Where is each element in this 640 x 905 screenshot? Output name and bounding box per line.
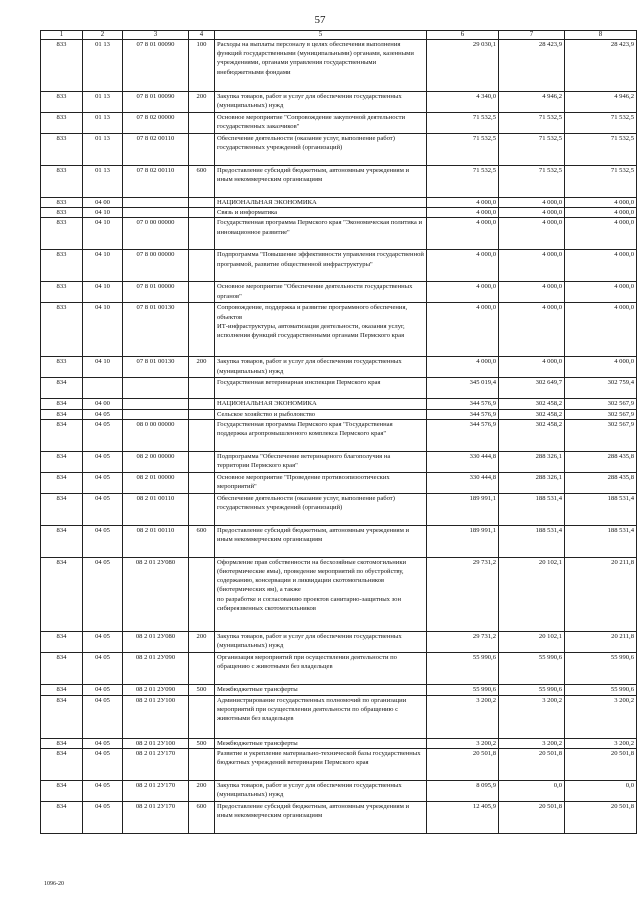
cell-c1: 833 [41, 40, 83, 92]
cell-c1: 834 [41, 802, 83, 834]
cell-v7: 302 458,2 [499, 409, 565, 419]
cell-v8: 20 211,8 [565, 557, 637, 631]
cell-c2: 04 10 [83, 282, 123, 303]
cell-v8: 4 000,0 [565, 218, 637, 250]
cell-c2: 04 05 [83, 525, 123, 557]
item-name-cell: Межбюджетные трансферты [215, 738, 427, 748]
cell-v7: 188 531,4 [499, 493, 565, 525]
cell-c1: 833 [41, 357, 83, 378]
cell-c1: 834 [41, 451, 83, 472]
cell-v6: 344 576,9 [427, 419, 499, 451]
cell-c4: 200 [189, 781, 215, 802]
cell-v6: 189 991,1 [427, 525, 499, 557]
cell-v7: 4 000,0 [499, 357, 565, 378]
cell-v6: 71 532,5 [427, 166, 499, 198]
cell-c1: 833 [41, 92, 83, 113]
cell-c3: 08 2 01 2У080 [123, 631, 189, 652]
cell-c4 [189, 409, 215, 419]
item-name-cell: Государственная ветеринарная инспекция Пермского края [215, 378, 427, 399]
cell-v7: 20 501,8 [499, 749, 565, 781]
header-cell: 2 [83, 31, 123, 40]
cell-c1: 834 [41, 525, 83, 557]
cell-c4 [189, 557, 215, 631]
cell-c2: 04 05 [83, 409, 123, 419]
cell-c1: 833 [41, 218, 83, 250]
cell-v7: 55 990,6 [499, 684, 565, 695]
table-row [41, 198, 637, 208]
cell-c3: 08 2 01 2У100 [123, 695, 189, 738]
header-cell: 4 [189, 31, 215, 40]
item-name-cell: Закупка товаров, работ и услуг для обеспечения государственных (муниципальных) нужд [215, 781, 427, 802]
table-row [41, 92, 637, 113]
cell-c3: 08 2 01 00110 [123, 493, 189, 525]
cell-v7: 4 000,0 [499, 198, 565, 208]
cell-c2: 04 10 [83, 250, 123, 282]
cell-v7: 3 200,2 [499, 695, 565, 738]
cell-v6: 12 405,9 [427, 802, 499, 834]
cell-c4 [189, 250, 215, 282]
cell-v6: 4 000,0 [427, 218, 499, 250]
cell-v8: 302 759,4 [565, 378, 637, 399]
cell-c2: 04 05 [83, 738, 123, 748]
header-cell: 5 [215, 31, 427, 40]
cell-v6: 4 000,0 [427, 282, 499, 303]
cell-v6: 4 340,0 [427, 92, 499, 113]
header-cell: 3 [123, 31, 189, 40]
cell-c3 [123, 198, 189, 208]
item-name-cell: Предоставление субсидий бюджетным, автономным учреждениям и иным некоммерческим организациям [215, 166, 427, 198]
cell-v7: 4 946,2 [499, 92, 565, 113]
cell-c2: 04 05 [83, 781, 123, 802]
table-row [41, 378, 637, 399]
table-row [41, 134, 637, 166]
cell-c3: 07 8 02 00000 [123, 113, 189, 134]
table-row [41, 208, 637, 218]
cell-v8: 71 532,5 [565, 134, 637, 166]
cell-v6: 4 000,0 [427, 357, 499, 378]
cell-c4 [189, 419, 215, 451]
cell-c4: 200 [189, 631, 215, 652]
cell-c3 [123, 409, 189, 419]
item-name-cell: Сельское хозяйство и рыболовство [215, 409, 427, 419]
cell-c3: 07 8 01 00090 [123, 40, 189, 92]
cell-c1: 834 [41, 684, 83, 695]
cell-v8: 4 000,0 [565, 303, 637, 357]
item-name-cell: НАЦИОНАЛЬНАЯ ЭКОНОМИКА [215, 399, 427, 409]
cell-c1: 834 [41, 749, 83, 781]
cell-v7: 4 000,0 [499, 208, 565, 218]
cell-c3: 07 8 02 00110 [123, 166, 189, 198]
cell-v8: 0,0 [565, 781, 637, 802]
cell-v7: 55 990,6 [499, 652, 565, 684]
cell-c4 [189, 695, 215, 738]
cell-v7: 302 649,7 [499, 378, 565, 399]
cell-c3: 08 0 00 00000 [123, 419, 189, 451]
cell-c4 [189, 198, 215, 208]
cell-v6: 4 000,0 [427, 303, 499, 357]
cell-c2: 04 05 [83, 493, 123, 525]
cell-v7: 71 532,5 [499, 113, 565, 134]
cell-v7: 71 532,5 [499, 166, 565, 198]
cell-v8: 302 567,9 [565, 409, 637, 419]
cell-c1: 834 [41, 652, 83, 684]
cell-v8: 302 567,9 [565, 399, 637, 409]
cell-v7: 4 000,0 [499, 218, 565, 250]
cell-v6: 71 532,5 [427, 113, 499, 134]
cell-v6: 3 200,2 [427, 695, 499, 738]
cell-c2: 04 05 [83, 451, 123, 472]
cell-c4: 500 [189, 684, 215, 695]
cell-c3: 07 8 00 00000 [123, 250, 189, 282]
item-name-cell: Подпрограмма "Повышение эффективности управления государственной программой, развитие общественной инфраструктуры" [215, 250, 427, 282]
cell-v7: 28 423,9 [499, 40, 565, 92]
cell-v8: 4 000,0 [565, 198, 637, 208]
table-row [41, 451, 637, 472]
cell-c1: 834 [41, 399, 83, 409]
cell-c2 [83, 378, 123, 399]
cell-v6: 20 501,8 [427, 749, 499, 781]
cell-c3 [123, 378, 189, 399]
cell-c3: 07 8 01 00130 [123, 303, 189, 357]
cell-c3: 07 8 02 00110 [123, 134, 189, 166]
cell-c1: 834 [41, 493, 83, 525]
cell-v7: 20 102,1 [499, 631, 565, 652]
table-row [41, 218, 637, 250]
cell-c2: 04 00 [83, 198, 123, 208]
cell-v7: 20 102,1 [499, 557, 565, 631]
table-row [41, 493, 637, 525]
cell-v6: 344 576,9 [427, 399, 499, 409]
cell-c1: 834 [41, 738, 83, 748]
cell-v8: 4 946,2 [565, 92, 637, 113]
cell-c3: 08 2 01 2У170 [123, 802, 189, 834]
cell-c4 [189, 303, 215, 357]
cell-c2: 04 05 [83, 652, 123, 684]
cell-c3 [123, 208, 189, 218]
table-row [41, 652, 637, 684]
cell-c4 [189, 113, 215, 134]
item-name-cell: Основное мероприятие "Сопровождение закупочной деятельности государственных заказчиков" [215, 113, 427, 134]
cell-c3: 07 8 01 00130 [123, 357, 189, 378]
cell-c1: 834 [41, 557, 83, 631]
cell-v8: 55 990,6 [565, 652, 637, 684]
table-row [41, 695, 637, 738]
cell-c3: 08 2 00 00000 [123, 451, 189, 472]
cell-c2: 04 05 [83, 684, 123, 695]
cell-c1: 834 [41, 781, 83, 802]
cell-v7: 4 000,0 [499, 282, 565, 303]
table-row [41, 303, 637, 357]
cell-c2: 04 05 [83, 802, 123, 834]
cell-c1: 833 [41, 282, 83, 303]
cell-v8: 288 435,8 [565, 451, 637, 472]
cell-v8: 4 000,0 [565, 208, 637, 218]
cell-c1: 834 [41, 695, 83, 738]
cell-v8: 4 000,0 [565, 357, 637, 378]
table-row [41, 357, 637, 378]
cell-c4 [189, 472, 215, 493]
cell-v7: 302 458,2 [499, 419, 565, 451]
cell-c3: 08 2 01 2У080 [123, 557, 189, 631]
cell-c4: 600 [189, 166, 215, 198]
table-row [41, 282, 637, 303]
cell-c4: 600 [189, 802, 215, 834]
document-code: 1096-20 [44, 881, 64, 887]
table-row [41, 684, 637, 695]
cell-c2: 04 10 [83, 303, 123, 357]
cell-v7: 188 531,4 [499, 525, 565, 557]
item-name-cell: Оформление прав собственности на бесхозяйные скотомогильники (биотермические ямы), проведение мероприятий по обустройству, содержанию, консервации и ликвидации скотомогильников (биотермических ям), а также по разработке и согласованию проектов санитарно-защитных зон сибиреязвенных скотомогильников [215, 557, 427, 631]
cell-c3: 08 2 01 00110 [123, 525, 189, 557]
cell-c2: 04 05 [83, 631, 123, 652]
cell-c2: 04 05 [83, 695, 123, 738]
cell-c3: 07 8 01 00090 [123, 92, 189, 113]
cell-c1: 834 [41, 472, 83, 493]
cell-c4 [189, 218, 215, 250]
cell-c3: 08 2 01 2У100 [123, 738, 189, 748]
cell-v8: 3 200,2 [565, 738, 637, 748]
cell-v8: 3 200,2 [565, 695, 637, 738]
cell-c1: 833 [41, 113, 83, 134]
item-name-cell: Государственная программа Пермского края "Экономическая политика и инновационное развитие" [215, 218, 427, 250]
cell-c1: 833 [41, 166, 83, 198]
cell-c4 [189, 493, 215, 525]
item-name-cell: Сопровождение, поддержка и развитие программного обеспечения, объектов ИТ-инфраструктуры, автоматизация деятельности, оказания услуг, исполнения функций государственными органами Пермского края [215, 303, 427, 357]
item-name-cell: Расходы на выплаты персоналу в целях обеспечения выполнения функций государственными (муниципальными) органами, казенными учреждениями, органами управления государственными внебюджетными фондами [215, 40, 427, 92]
cell-c1: 833 [41, 198, 83, 208]
cell-c2: 01 13 [83, 113, 123, 134]
cell-c2: 01 13 [83, 40, 123, 92]
cell-c3: 07 0 00 00000 [123, 218, 189, 250]
cell-c4 [189, 652, 215, 684]
cell-v8: 4 000,0 [565, 250, 637, 282]
cell-v6: 4 000,0 [427, 250, 499, 282]
cell-v6: 330 444,8 [427, 451, 499, 472]
cell-c4 [189, 378, 215, 399]
table-row [41, 738, 637, 748]
item-name-cell: Предоставление субсидий бюджетным, автономным учреждениям и иным некоммерческим организациям [215, 802, 427, 834]
table-row [41, 40, 637, 92]
cell-c1: 834 [41, 378, 83, 399]
item-name-cell: Закупка товаров, работ и услуг для обеспечения государственных (муниципальных) нужд [215, 631, 427, 652]
cell-c2: 01 13 [83, 92, 123, 113]
cell-v6: 4 000,0 [427, 208, 499, 218]
table-row [41, 802, 637, 834]
header-cell: 7 [499, 31, 565, 40]
cell-v7: 288 326,1 [499, 472, 565, 493]
cell-c4 [189, 399, 215, 409]
table-row [41, 399, 637, 409]
table-row [41, 557, 637, 631]
item-name-cell: Обеспечение деятельности (оказание услуг, выполнение работ) государственных учреждений (организаций) [215, 493, 427, 525]
item-name-cell: Обеспечение деятельности (оказание услуг, выполнение работ) государственных учреждений (организаций) [215, 134, 427, 166]
page-number: 57 [314, 14, 326, 26]
cell-v6: 189 991,1 [427, 493, 499, 525]
cell-c4: 100 [189, 40, 215, 92]
cell-v6: 29 731,2 [427, 631, 499, 652]
table-row [41, 250, 637, 282]
cell-v8: 55 990,6 [565, 684, 637, 695]
cell-c3: 08 2 01 2У090 [123, 684, 189, 695]
item-name-cell: Связь и информатика [215, 208, 427, 218]
cell-c1: 833 [41, 134, 83, 166]
cell-c2: 04 10 [83, 357, 123, 378]
cell-c2: 01 13 [83, 166, 123, 198]
table-row [41, 631, 637, 652]
cell-v8: 20 211,8 [565, 631, 637, 652]
cell-c2: 04 00 [83, 399, 123, 409]
cell-v6: 3 200,2 [427, 738, 499, 748]
cell-v7: 20 501,8 [499, 802, 565, 834]
cell-v8: 302 567,9 [565, 419, 637, 451]
cell-c3: 07 8 01 00000 [123, 282, 189, 303]
cell-v7: 4 000,0 [499, 250, 565, 282]
item-name-cell: Предоставление субсидий бюджетным, автономным учреждениям и иным некоммерческим организациям [215, 525, 427, 557]
table-row [41, 472, 637, 493]
cell-v7: 302 458,2 [499, 399, 565, 409]
cell-v8: 71 532,5 [565, 113, 637, 134]
item-name-cell: Государственная программа Пермского края "Государственная поддержка агропромышленного комплекса Пермского края" [215, 419, 427, 451]
cell-c3: 08 2 01 2У090 [123, 652, 189, 684]
cell-c4 [189, 208, 215, 218]
header-cell: 8 [565, 31, 637, 40]
cell-v8: 28 423,9 [565, 40, 637, 92]
cell-c1: 834 [41, 409, 83, 419]
cell-c1: 833 [41, 303, 83, 357]
cell-v8: 188 531,4 [565, 493, 637, 525]
cell-v6: 345 019,4 [427, 378, 499, 399]
cell-c4 [189, 282, 215, 303]
table-row [41, 525, 637, 557]
item-name-cell: Развитие и укрепление материально-технической базы государственных бюджетных учреждений ветеринарии Пермского края [215, 749, 427, 781]
item-name-cell: Основное мероприятие "Проведение противоэпизоотических мероприятий" [215, 472, 427, 493]
item-name-cell: Администрирование государственных полномочий по организации мероприятий при осуществлении деятельности по обращению с животными без владельцев [215, 695, 427, 738]
cell-v7: 71 532,5 [499, 134, 565, 166]
table-row [41, 166, 637, 198]
cell-v7: 4 000,0 [499, 303, 565, 357]
cell-v8: 288 435,8 [565, 472, 637, 493]
table-row [41, 781, 637, 802]
cell-c4: 200 [189, 357, 215, 378]
cell-c3 [123, 399, 189, 409]
cell-c2: 04 05 [83, 419, 123, 451]
cell-v6: 4 000,0 [427, 198, 499, 208]
cell-c4: 500 [189, 738, 215, 748]
item-name-cell: Межбюджетные трансферты [215, 684, 427, 695]
table-row [41, 749, 637, 781]
item-name-cell: Закупка товаров, работ и услуг для обеспечения государственных (муниципальных) нужд [215, 357, 427, 378]
cell-c4 [189, 749, 215, 781]
cell-c4: 200 [189, 92, 215, 113]
table-row [41, 113, 637, 134]
cell-v6: 344 576,9 [427, 409, 499, 419]
cell-v6: 8 095,9 [427, 781, 499, 802]
cell-c4 [189, 134, 215, 166]
cell-v6: 71 532,5 [427, 134, 499, 166]
item-name-cell: НАЦИОНАЛЬНАЯ ЭКОНОМИКА [215, 198, 427, 208]
cell-v7: 3 200,2 [499, 738, 565, 748]
cell-c3: 08 2 01 2У170 [123, 749, 189, 781]
cell-c2: 01 13 [83, 134, 123, 166]
item-name-cell: Подпрограмма "Обеспечение ветеринарного благополучия на территории Пермского края" [215, 451, 427, 472]
cell-v6: 29 731,2 [427, 557, 499, 631]
cell-v7: 0,0 [499, 781, 565, 802]
cell-v6: 55 990,6 [427, 684, 499, 695]
cell-c1: 834 [41, 631, 83, 652]
cell-c3: 08 2 01 2У170 [123, 781, 189, 802]
header-cell: 1 [41, 31, 83, 40]
cell-v8: 71 532,5 [565, 166, 637, 198]
table-row [41, 409, 637, 419]
cell-c3: 08 2 01 00000 [123, 472, 189, 493]
item-name-cell: Закупка товаров, работ и услуг для обеспечения государственных (муниципальных) нужд [215, 92, 427, 113]
cell-v8: 188 531,4 [565, 525, 637, 557]
cell-v8: 20 501,8 [565, 749, 637, 781]
cell-v8: 20 501,8 [565, 802, 637, 834]
table-row [41, 419, 637, 451]
item-name-cell: Организация мероприятий при осуществлении деятельности по обращению с животными без владельцев [215, 652, 427, 684]
cell-c1: 833 [41, 250, 83, 282]
cell-v6: 55 990,6 [427, 652, 499, 684]
cell-v6: 330 444,8 [427, 472, 499, 493]
cell-c4 [189, 451, 215, 472]
cell-c1: 834 [41, 419, 83, 451]
cell-c2: 04 05 [83, 749, 123, 781]
cell-c2: 04 05 [83, 557, 123, 631]
cell-c2: 04 10 [83, 208, 123, 218]
cell-v6: 29 030,1 [427, 40, 499, 92]
cell-c4: 600 [189, 525, 215, 557]
cell-c2: 04 10 [83, 218, 123, 250]
header-cell: 6 [427, 31, 499, 40]
cell-v8: 4 000,0 [565, 282, 637, 303]
cell-v7: 288 326,1 [499, 451, 565, 472]
header-row [41, 31, 637, 40]
cell-c1: 833 [41, 208, 83, 218]
cell-c2: 04 05 [83, 472, 123, 493]
budget-table [40, 30, 637, 834]
item-name-cell: Основное мероприятие "Обеспечение деятельности государственных органов" [215, 282, 427, 303]
